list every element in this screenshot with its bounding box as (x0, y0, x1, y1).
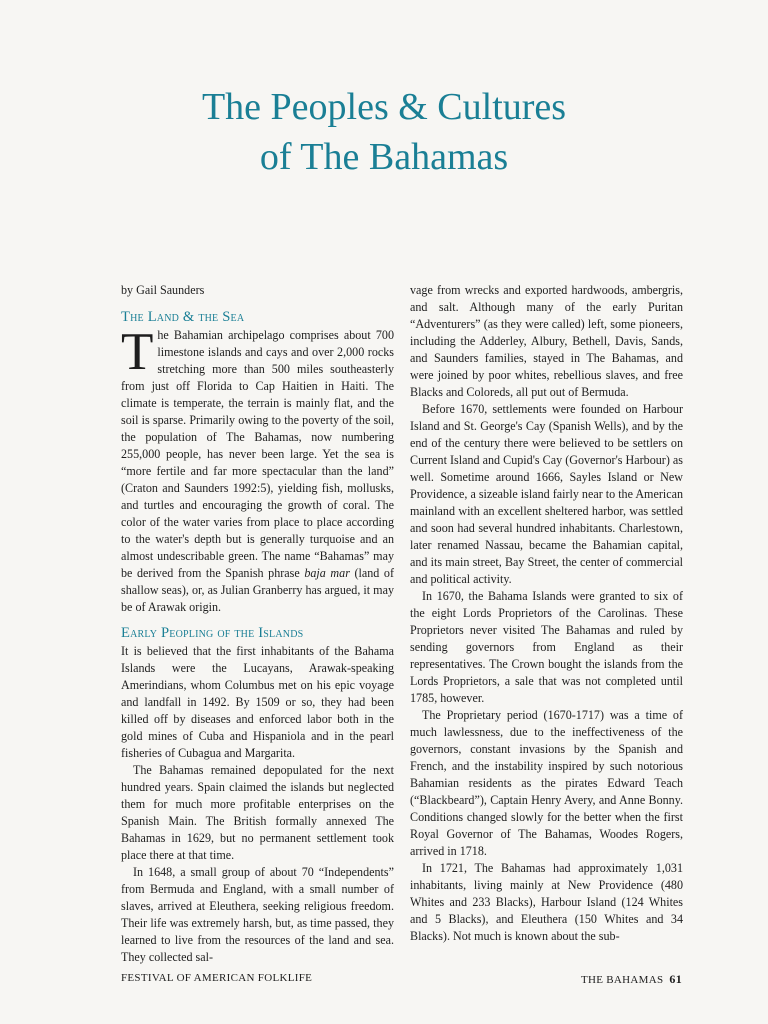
paragraph-early-3: In 1648, a small group of about 70 “Independents” from Bermuda and England, with a small number of slaves, arrived at Eleuthera, seeking religious freedom. Their life was extremely harsh, but, as time passed, they learned to live from the resources of the land and sea. They collected sal- (121, 865, 394, 964)
paragraph-right-5: In 1721, The Bahamas had approximately 1,031 inhabitants, living mainly at New Providence (480 Whites and 233 Blacks), Harbour Island (124 Whites and 5 Blacks), and Eleuthera (150 Whites and 34 Blacks). Not much is known about the sub- (410, 861, 683, 943)
left-column (121, 282, 394, 966)
footer-section-title: THE BAHAMAS (580, 974, 664, 986)
section-heading-early-peopling: Early Peopling of the Islands (121, 625, 304, 641)
drop-cap: T (121, 323, 154, 381)
paragraph-right-3: In 1670, the Bahama Islands were granted to six of the eight Lords Proprietors of the Carolinas. These Proprietors never visited The Bahamas and ruled by sending governors from England as their representatives. The Crown bought the islands from the Lords Proprietors, a sale that was not completed until 1785, however. (410, 589, 683, 705)
paragraph-land-sea-end: (land of shallow seas), or, as Julian Granberry has argued, it may be of Arawak origin. (121, 566, 394, 614)
title-line-2: of The Bahamas (259, 136, 509, 178)
footer-right (581, 972, 682, 987)
title-line-1: The Peoples & Cultures (201, 86, 567, 128)
section-heading-land-sea: The Land & the Sea (121, 309, 245, 325)
paragraph-right-2: Before 1670, settlements were founded on Harbour Island and St. George's Cay (Spanish Wells), and by the end of the century there were believed to be settlers on Current Island and Cupid's Cay (Governor's Harbour) as well. Sometime around 1666, Sayles Island or New Providence, a sizeable island fairly near to the American mainland with an excellent sheltered harbor, was settled and soon had several hundred inhabitants. Charlestown, later renamed Nassau, became the Bahamian capital, and its main street, Bay Street, the center of commercial and political activity. (410, 402, 684, 586)
page-number: 61 (669, 972, 682, 986)
paragraph-right-4: The Proprietary period (1670-1717) was a time of much lawlessness, due to the ineffectiveness of the governors, constant invasions by the Spanish and French, and the instability inspired by such notorious Bahamian residents as the pirates Edward Teach (“Blackbeard”), Captain Henry Avery, and Anne Bonny. Conditions changed slowly for the better when the first Royal Governor of The Bahamas, Woodes Rogers, arrived in 1718. (410, 708, 683, 858)
paragraph-early-1: It is believed that the first inhabitants of the Bahama Islands were the Lucayans, Arawak-speaking Amerindians, whom Columbus met on his epic voyage and landfall in 1492. By 1509 or so, they had been killed off by diseases and enforced labor both in the gold mines of Cuba and Hispaniola and in the pearl fisheries of Cubagua and Margarita. (121, 644, 394, 760)
byline: by Gail Saunders (121, 283, 205, 297)
paragraph-right-1: vage from wrecks and exported hardwoods, ambergris, and salt. Although many of the early Puritan “Adventurers” (as they were called) left, some pioneers, including the Adderley, Albury, Bethell, Davis, Sands, and Saunders families, stayed in The Bahamas, and were joined by poor whites, rebellious slaves, and free Blacks and Coloreds, all put out of Bermuda. (410, 283, 683, 399)
page-title (0, 82, 768, 182)
footer-left: FESTIVAL OF AMERICAN FOLKLIFE (121, 972, 313, 984)
paragraph-land-sea (121, 323, 394, 616)
right-column (410, 282, 683, 945)
paragraph-land-sea-text: he Bahamian archipelago comprises about 700 limestone islands and cays and over 2,000 rocks stretching more than 500 miles southeasterly from just off Florida to Cap Haitien in Haiti. The climate is temperate, the terrain is mainly flat, and the soil is sparse. Primarily owing to the poverty of the soil, the population of The Bahamas, now numbering 255,000 people, has never been large. Yet the sea is “more fertile and far more spectacular than the land” (Craton and Saunders 1992:5), yielding fish, mollusks, and turtles and encouraging the growth of coral. The color of the water varies from place to place according to the water's depth but is generally turquoise and an almost undescribable green. The name “Bahamas” may be derived from the Spanish phrase (121, 328, 394, 580)
paragraph-early-2: The Bahamas remained depopulated for the next hundred years. Spain claimed the islands but neglected them for much more profitable enterprises on the Spanish Main. The British formally annexed The Bahamas in 1629, but no permanent settlement took place there at that time. (121, 763, 394, 862)
italic-term: baja mar (304, 566, 350, 580)
